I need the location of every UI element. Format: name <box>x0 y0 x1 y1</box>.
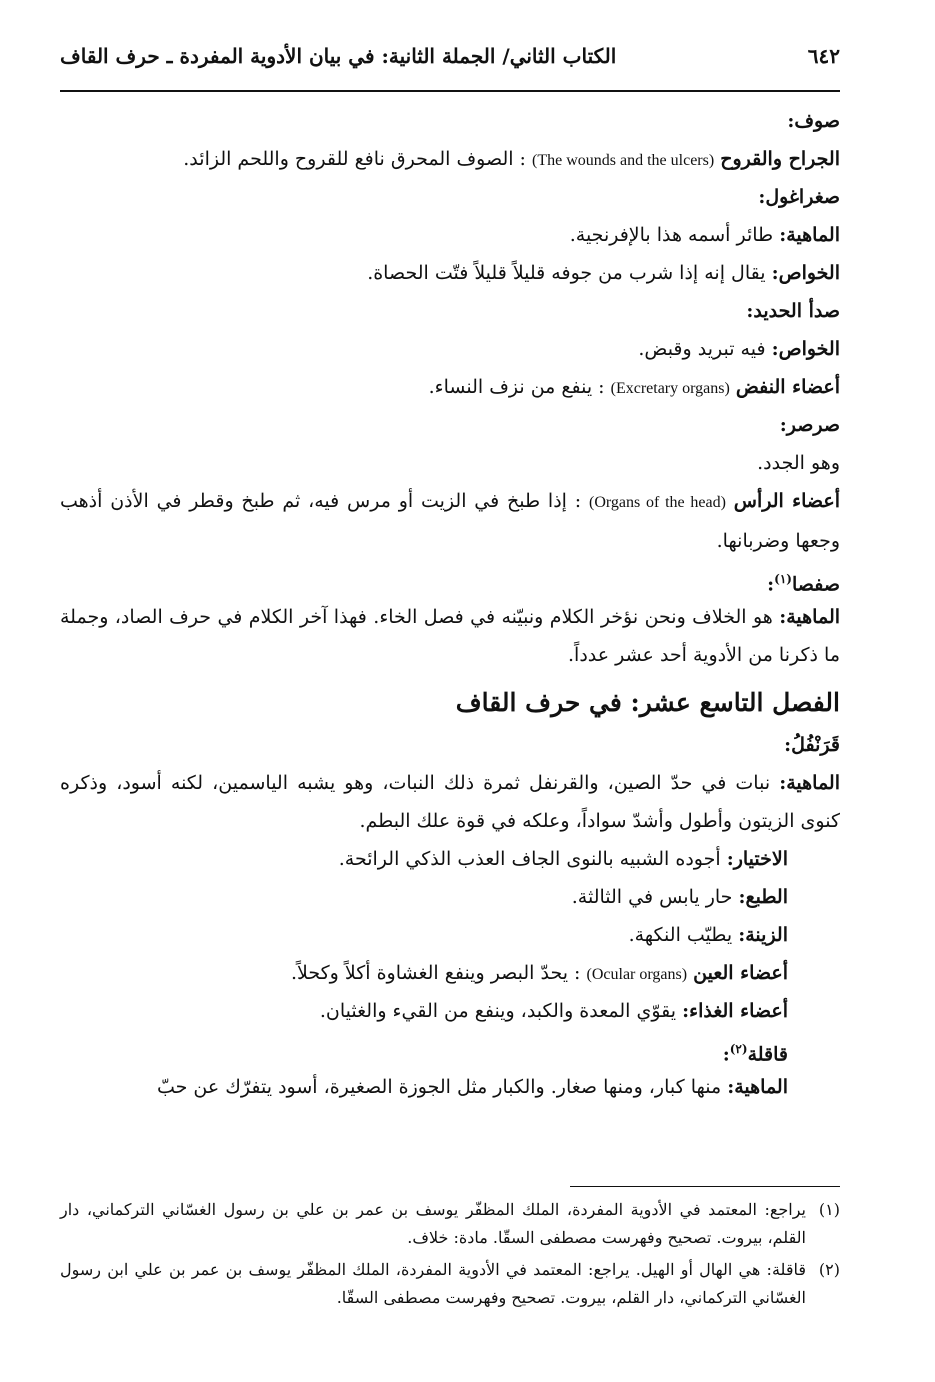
heading-colon: : <box>722 1043 730 1066</box>
entry-heading-text: صوف: <box>787 110 840 132</box>
footnote <box>60 1256 840 1312</box>
entry-label: الزينة: <box>738 924 788 946</box>
entry-label: الطبع: <box>738 886 788 908</box>
english-gloss: (Organs of the head) <box>588 494 726 511</box>
entry-text: فيه تبريد وقبض. <box>638 338 766 360</box>
entry-label: الخواص: <box>771 262 840 284</box>
entry-label: الماهية: <box>779 224 840 246</box>
english-gloss: (Excretary organs) <box>610 380 730 397</box>
entry-line <box>60 482 840 560</box>
entry-text: منها كبار، ومنها صغار. والكبار مثل الجوزة الصغيرة، أسود يتفرّك عن حبّ <box>156 1076 722 1098</box>
entry-text: هو الخلاف ونحن نؤخر الكلام ونبيّنه في فصل الخاء. فهذا آخر الكلام في حرف الصاد، وجملة ما ذكرنا من الأدوية أحد عشر عدداً. <box>60 606 840 666</box>
entry-label: الماهية: <box>779 772 840 794</box>
entry-line <box>60 368 840 406</box>
heading-colon: : <box>767 573 775 596</box>
footnotes <box>60 1196 840 1316</box>
entry-heading-text: صفصا <box>791 573 840 596</box>
entry-heading-text: قَرَنْفُلُ: <box>784 734 840 756</box>
entry-heading <box>60 102 840 140</box>
english-gloss: (The wounds and the ulcers) <box>532 152 715 169</box>
entry-text: طائر أسمه هذا بالإفرنجية. <box>569 224 774 246</box>
footnote-marker: (٢) <box>729 1042 748 1056</box>
entry-heading <box>60 1030 840 1068</box>
section-heading: الفصل التاسع عشر: في حرف القاف <box>455 688 840 717</box>
entry-label: الخواص: <box>771 338 840 360</box>
entry-label: أعضاء العين <box>693 962 788 984</box>
entry-heading <box>60 178 840 216</box>
footnote <box>60 1196 840 1252</box>
entry-heading <box>60 406 840 444</box>
entry-text: يطيّب النكهة. <box>628 924 733 946</box>
entry-text: حار يابس في الثالثة. <box>571 886 733 908</box>
entry-heading <box>60 560 840 598</box>
entry-label: الماهية: <box>727 1076 788 1098</box>
entry-text: : الصوف المحرق نافع للقروح واللحم الزائد. <box>183 148 526 170</box>
page <box>60 30 840 1360</box>
footnote-number: (١) <box>818 1200 840 1219</box>
footnote-text: قاقلة: هي الهال أو الهيل. يراجع: المعتمد في الأدوية المفردة، الملك المظفّر يوسف بن عمر بن علي ابن رسول الغسّاني التركماني، دار القلم، بيروت. تصحيح وفهرست مصطفى السقّا. <box>60 1260 806 1307</box>
entry-line <box>60 444 840 482</box>
header-rule <box>60 90 840 92</box>
entry-line <box>60 598 840 674</box>
entry-line <box>60 916 840 954</box>
running-title: الكتاب الثاني/ الجملة الثانية: في بيان الأدوية المفردة ـ حرف القاف <box>60 44 617 68</box>
entry-text: يقال إنه إذا شرب من جوفه قليلاً قليلاً فتّت الحصاة. <box>367 262 766 284</box>
entry-line <box>60 878 840 916</box>
entry-line <box>60 1068 840 1106</box>
entry-heading-text: صدأ الحديد: <box>746 300 840 322</box>
entry-text: : ينفع من نزف النساء. <box>428 376 605 398</box>
entry-label: أعضاء النفض <box>735 376 840 398</box>
entry-text: نبات في حدّ الصين، والقرنفل ثمرة ذلك النبات، وهو يشبه الياسمين، لكنه أسود، وذكره كنوى الزيتون وأطول وأشدّ سواداً، وعلكه في قوة علك البطم. <box>60 772 840 832</box>
entry-heading <box>60 292 840 330</box>
entry-label: الاختيار: <box>726 848 788 870</box>
page-number: ٦٤٢ <box>807 44 840 68</box>
entry-heading-text: قاقلة <box>747 1043 788 1066</box>
entry-line <box>60 216 840 254</box>
entry-text: : إذا طبخ في الزيت أو مرس فيه، ثم طبخ وقطر في الأذن أذهب وجعها وضربانها. <box>60 490 840 552</box>
entry-label: الجراح والقروح <box>720 148 840 170</box>
entry-heading-text: صغراغول: <box>758 186 840 208</box>
footnote-text: يراجع: المعتمد في الأدوية المفردة، الملك المظفّر يوسف بن عمر بن علي بن رسول الغسّاني التركماني، دار القلم، بيروت. تصحيح وفهرست مصطفى السقّا. مادة: خلاف. <box>60 1200 806 1247</box>
running-header <box>60 38 840 78</box>
entry-line <box>60 992 840 1030</box>
entry-line <box>60 840 840 878</box>
footnote-marker: (١) <box>774 572 792 586</box>
entry-line <box>60 954 840 992</box>
entry-text: يقوّي المعدة والكبد، وينفع من القيء والغثيان. <box>319 1000 677 1022</box>
entry-line <box>60 330 840 368</box>
entry-label: الماهية: <box>779 606 840 628</box>
entry-text: : يحدّ البصر وينفع الغشاوة أكلاً وكحلاً. <box>290 962 581 984</box>
entry-line <box>60 140 840 178</box>
english-gloss: (Ocular organs) <box>586 966 688 983</box>
page-body <box>60 102 840 1106</box>
entry-label: أعضاء الغذاء: <box>682 1000 788 1022</box>
entry-text: أجوده الشبيه بالنوى الجاف العذب الذكي الرائحة. <box>338 848 721 870</box>
entry-heading-text: صرصر: <box>779 414 840 436</box>
footnote-number: (٢) <box>818 1260 840 1279</box>
entry-line <box>60 764 840 840</box>
footnote-rule <box>570 1186 840 1187</box>
entry-heading <box>60 726 840 764</box>
entry-text: وهو الجدد. <box>757 452 840 474</box>
entry-label: أعضاء الرأس <box>733 490 840 512</box>
entry-line <box>60 254 840 292</box>
